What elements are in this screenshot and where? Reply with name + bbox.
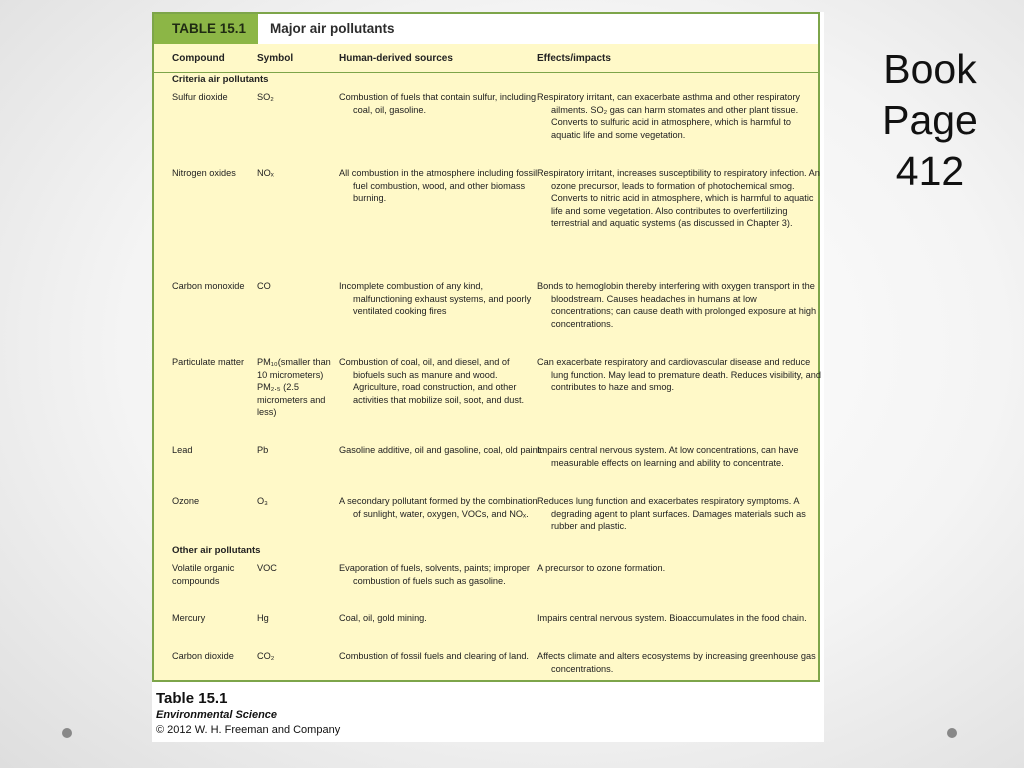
textbook-table-image <box>152 12 824 742</box>
cell-sources: Combustion of fossil fuels and clearing of land. <box>339 651 529 661</box>
cell-symbol: NOₓ <box>257 168 274 178</box>
table-header-row <box>154 44 818 73</box>
note-line-2: Page <box>882 97 978 143</box>
header-sources: Human-derived sources <box>339 53 453 64</box>
figure-caption <box>156 690 340 738</box>
cell-sources: Combustion of coal, oil, and diesel, and of biofuels such as manure and wood. Agriculture, road construction, and other activities that mobilize soil, soot, and dust. <box>339 357 525 405</box>
table-number: TABLE 15.1 <box>154 14 258 44</box>
cell-symbol: SO₂ <box>257 92 274 102</box>
cell-symbol: Pb <box>257 445 269 455</box>
cell-effects: Reduces lung function and exacerbates respiratory symptoms. A degrading agent to plant surfaces. Damages materials such as rubber and plastic. <box>537 496 806 532</box>
cell-effects: Affects climate and alters ecosystems by increasing greenhouse gas concentrations. <box>537 651 816 674</box>
cell-effects: Can exacerbate respiratory and cardiovascular disease and reduce lung function. May lead to premature death. Reduces visibility, and contributes to haze and smog. <box>537 357 821 393</box>
cell-effects: Respiratory irritant, can exacerbate asthma and other respiratory ailments. SO₂ gas can harm stomates and other plant tissue. Converts to sulfuric acid in atmosphere, which is harmful to aquatic life and some vegetation. <box>537 92 800 140</box>
note-line-1: Book <box>883 46 977 92</box>
cell-symbol: O₃ <box>257 496 268 506</box>
cell-compound: Ozone <box>172 496 200 506</box>
cell-effects: Impairs central nervous system. At low concentrations, can have measurable effects on learning and ability to concentrate. <box>537 445 799 468</box>
cell-compound: Mercury <box>172 613 206 623</box>
cell-compound: Volatile organic compounds <box>172 563 235 586</box>
section-other: Other air pollutants <box>172 545 261 556</box>
cell-effects: Impairs central nervous system. Bioaccumulates in the food chain. <box>537 613 807 623</box>
slide-dot-right <box>947 728 957 738</box>
table-title-bar <box>154 14 818 44</box>
book-page-note <box>860 44 1000 197</box>
cell-effects: Bonds to hemoglobin thereby interfering with oxygen transport in the bloodstream. Causes headaches in humans at low concentrations; can cause death with prolonged exposure at high concentrations. <box>537 281 817 329</box>
cell-sources: Coal, oil, gold mining. <box>339 613 427 623</box>
caption-publisher: © 2012 W. H. Freeman and Company <box>156 724 341 736</box>
cell-effects: A precursor to ozone formation. <box>537 563 666 573</box>
cell-symbol: CO <box>257 281 271 291</box>
cell-compound: Nitrogen oxides <box>172 168 236 178</box>
cell-sources: Combustion of fuels that contain sulfur, including coal, oil, gasoline. <box>339 92 537 115</box>
caption-book: Environmental Science <box>156 709 278 721</box>
cell-sources: All combustion in the atmosphere including fossil fuel combustion, wood, and other biomass burning. <box>339 168 538 204</box>
header-compound: Compound <box>172 53 225 64</box>
header-symbol: Symbol <box>257 53 294 64</box>
caption-title: Table 15.1 <box>156 690 228 707</box>
cell-symbol: CO₂ <box>257 651 275 661</box>
cell-compound: Lead <box>172 445 193 455</box>
cell-sources: Gasoline additive, oil and gasoline, coal, old paint. <box>339 445 543 455</box>
cell-symbol: PM₁₀(smaller than 10 micrometers) PM₂.₅ (2.5 micrometers and less) <box>257 357 331 418</box>
cell-compound: Particulate matter <box>172 357 244 367</box>
cell-compound: Sulfur dioxide <box>172 92 228 102</box>
note-line-3: 412 <box>895 148 965 194</box>
pollutants-table <box>152 12 820 682</box>
slide-dot-left <box>62 728 72 738</box>
cell-compound: Carbon dioxide <box>172 651 234 661</box>
cell-sources: Incomplete combustion of any kind, malfunctioning exhaust systems, and poorly ventilated cooking fires <box>339 281 532 317</box>
cell-symbol: VOC <box>257 563 277 573</box>
cell-symbol: Hg <box>257 613 269 623</box>
cell-effects: Respiratory irritant, increases susceptibility to respiratory infection. An ozone precursor, leads to formation of photochemical smog. Converts to nitric acid in atmosphere, which is harmful to aquatic life and some vegetation. Also contributes to overfertilizing terrestrial and aquatic systems (as discussed in Chapter 3). <box>537 168 820 229</box>
cell-sources: Evaporation of fuels, solvents, paints; improper combustion of fuels such as gasoline. <box>339 563 530 586</box>
cell-compound: Carbon monoxide <box>172 281 245 291</box>
section-criteria: Criteria air pollutants <box>172 74 269 85</box>
table-title: Major air pollutants <box>270 21 395 36</box>
header-effects: Effects/impacts <box>537 53 611 64</box>
cell-sources: A secondary pollutant formed by the combination of sunlight, water, oxygen, VOCs, and NOₓ. <box>339 496 538 519</box>
